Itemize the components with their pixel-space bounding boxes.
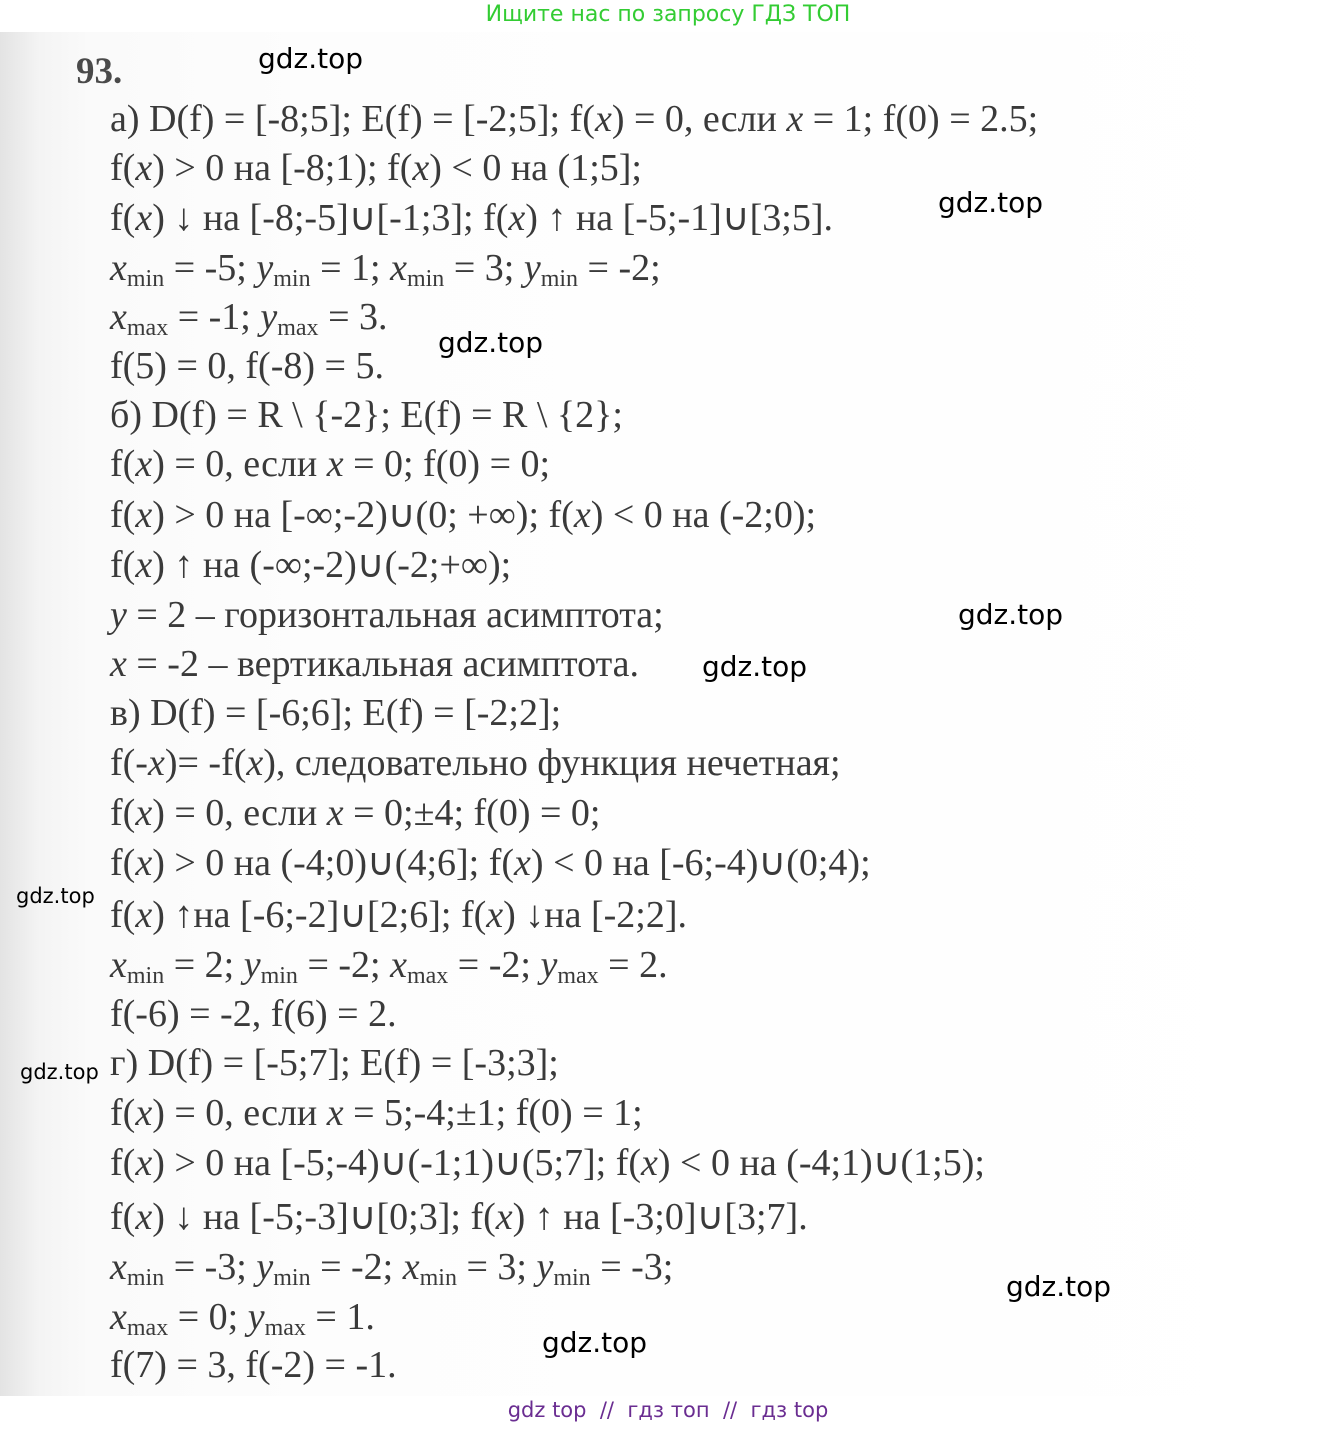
solution-line-g3: f(x) > 0 на [-5;-4)∪(-1;1)∪(5;7]; f(x) < 0 на (-4;1)∪(1;5);: [110, 1142, 985, 1184]
solution-line-v1: в) D(f) = [-6;6]; E(f) = [-2;2];: [110, 692, 562, 734]
solution-line-v3: f(x) = 0, если x = 0;±4; f(0) = 0;: [110, 792, 601, 834]
watermark: gdz.top: [258, 42, 364, 75]
solution-line-b1: б) D(f) = R \ {-2}; E(f) = R \ {2};: [110, 394, 623, 436]
solution-line-a2: f(x) > 0 на [-8;1); f(x) < 0 на (1;5];: [110, 147, 642, 189]
footer-link-gdz-top-ru[interactable]: гдз топ: [627, 1398, 710, 1422]
solution-line-b5: y = 2 – горизонтальная асимптота;: [110, 594, 664, 636]
solution-line-b6: x = -2 – вертикальная асимптота.: [110, 643, 640, 685]
solution-line-v5: f(x) ↑на [-6;-2]∪[2;6]; f(x) ↓на [-2;2].: [110, 894, 688, 936]
solution-line-g1: г) D(f) = [-5;7]; E(f) = [-3;3];: [110, 1042, 559, 1084]
solution-line-v2: f(-x)= -f(x), следовательно функция нечетная;: [110, 742, 841, 784]
solution-line-a5: $x_{max} = -1$; $y_{max} = 3$.: [110, 296, 388, 341]
watermark: gdz.top: [20, 1060, 99, 1084]
solution-line-b3: f(x) > 0 на [-∞;-2)∪(0; +∞); f(x) < 0 на (-2;0);: [110, 494, 817, 536]
solution-line-a3: f(x) ↓ на [-8;-5]∪[-1;3]; f(x) ↑ на [-5;-1]∪[3;5].: [110, 197, 834, 239]
footer-separator: //: [722, 1398, 738, 1422]
watermark: gdz.top: [938, 186, 1044, 219]
watermark: gdz.top: [542, 1326, 648, 1359]
watermark: gdz.top: [1006, 1270, 1112, 1303]
footer-link-gdz-top-mixed[interactable]: гдз top: [750, 1398, 829, 1422]
footer-separator: //: [599, 1398, 615, 1422]
solution-line-a6: f(5) = 0, f(-8) = 5.: [110, 345, 384, 387]
footer-link-gdz-top[interactable]: gdz top: [507, 1398, 587, 1422]
search-banner[interactable]: Ищите нас по запросу ГДЗ ТОП: [485, 2, 851, 27]
watermark: gdz.top: [958, 598, 1064, 631]
solution-line-g7: f(7) = 3, f(-2) = -1.: [110, 1344, 397, 1386]
solution-line-v7: f(-6) = -2, f(6) = 2.: [110, 993, 397, 1035]
watermark: gdz.top: [702, 650, 808, 683]
solution-line-b2: f(x) = 0, если x = 0; f(0) = 0;: [110, 443, 551, 485]
problem-number: 93.: [76, 51, 123, 92]
solution-line-g6: $x_{max} = 0$; $y_{max} = 1$.: [110, 1296, 375, 1341]
solution-line-b4: f(x) ↑ на (-∞;-2)∪(-2;+∞);: [110, 544, 512, 586]
solution-line-a1: а) D(f) = [-8;5]; E(f) = [-2;5]; f(x) = 0, если x = 1; f(0) = 2.5;: [110, 98, 1039, 140]
solution-line-g4: f(x) ↓ на [-5;-3]∪[0;3]; f(x) ↑ на [-3;0]∪[3;7].: [110, 1196, 808, 1238]
watermark: gdz.top: [438, 326, 544, 359]
footer-links: [0, 1398, 1336, 1422]
watermark: gdz.top: [16, 884, 95, 908]
solution-line-g2: f(x) = 0, если x = 5;-4;±1; f(0) = 1;: [110, 1092, 643, 1134]
solution-line-v4: f(x) > 0 на (-4;0)∪(4;6]; f(x) < 0 на [-6;-4)∪(0;4);: [110, 842, 871, 884]
solution-line-v6: $x_{min} = 2$; $y_{min} = -2$; $x_{max} = -2$; $y_{max} = 2$.: [110, 944, 668, 989]
solution-line-g5: $x_{min} = -3$; $y_{min} = -2$; $x_{min} = 3$; $y_{min} = -3$;: [110, 1246, 674, 1291]
solution-line-a4: $x_{min} = -5$; $y_{min} = 1$; $x_{min} = 3$; $y_{min} = -2$;: [110, 247, 661, 292]
